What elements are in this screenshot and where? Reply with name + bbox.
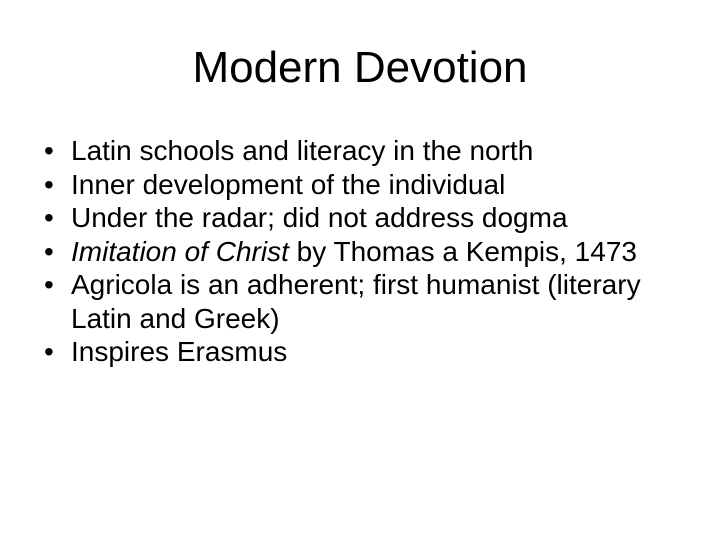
bullet-item-agricola: [44, 268, 684, 335]
bullet-text: Inspires Erasmus: [71, 336, 288, 367]
bullet-icon: •: [44, 336, 54, 367]
bullet-item-imitation-of-christ: [44, 235, 684, 269]
bullet-text: [71, 236, 637, 267]
slide-title: Modern Devotion: [192, 43, 528, 92]
bullet-text: Agricola is an adherent; first humanist (literary Latin and Greek): [71, 269, 641, 334]
bullet-list: [44, 134, 684, 369]
bullet-icon: •: [44, 135, 54, 166]
bullet-text: Latin schools and literacy in the north: [71, 135, 534, 166]
bullet-text: Under the radar; did not address dogma: [71, 202, 568, 233]
bullet-item-under-the-radar: [44, 201, 684, 235]
bullet-text-rest: by Thomas a Kempis, 1473: [288, 235, 637, 267]
bullet-icon: •: [44, 168, 54, 200]
bullet-text: Inner development of the individual: [71, 168, 506, 200]
bullet-item-latin-schools: [44, 134, 684, 168]
bullet-item-inner-development: [44, 168, 684, 202]
bullet-icon: •: [44, 235, 54, 267]
bullet-icon: •: [44, 269, 54, 300]
bullet-icon: •: [44, 202, 54, 233]
bullet-item-erasmus: [44, 335, 684, 369]
book-title: Imitation of Christ: [71, 235, 289, 267]
